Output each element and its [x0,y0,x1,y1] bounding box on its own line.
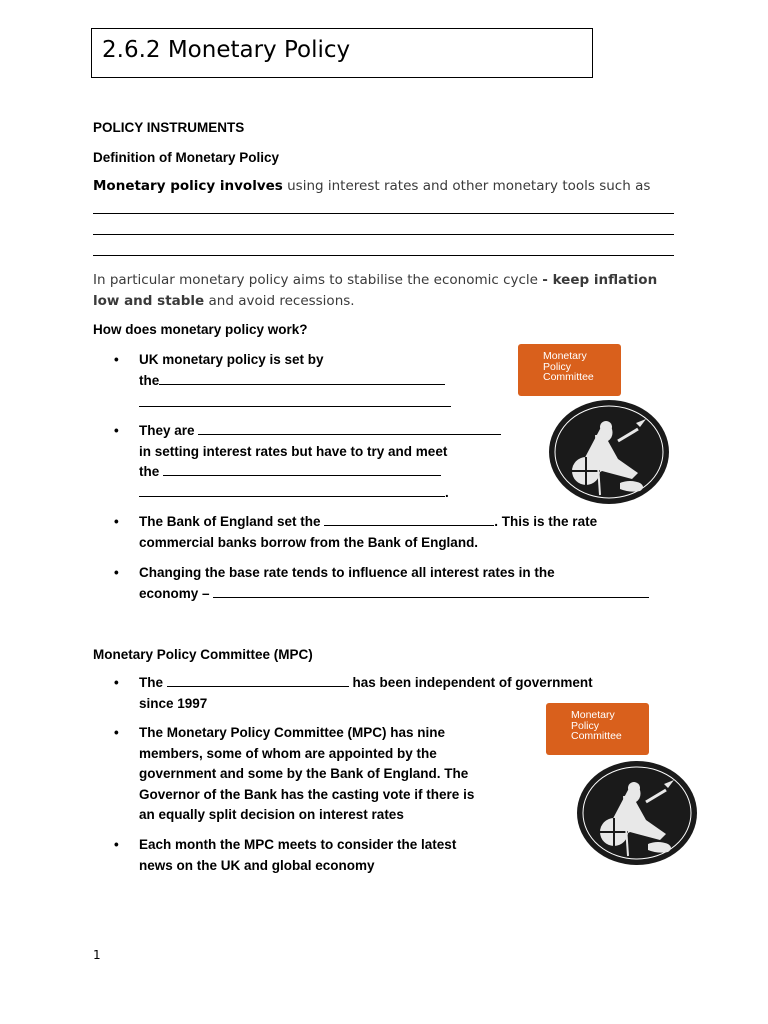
bullet-5-line1a: The [139,675,164,690]
mpc-heading: Monetary Policy Committee (MPC) [93,647,313,662]
bullet-4-line2: economy – [139,585,210,601]
blank-5a [167,674,349,687]
mpc-logo-2-line3: Committee [571,730,622,742]
blank-2c [139,484,445,497]
mpc-logo-2 [546,703,649,755]
bullet-7-line1: Each month the MPC meets to consider the latest [139,837,457,852]
mpc-logo-1-line2: Policy [543,360,572,373]
bullet-3-text [139,512,597,553]
bullet-3-line1a: The Bank of England set the [139,514,321,529]
bullet-6: • [114,725,119,740]
bullet-6-text [139,723,474,826]
bullet-1-text [139,350,445,391]
bullet-3-line2: commercial banks borrow from the Bank of England. [139,534,479,550]
blank-3a [324,513,494,526]
bullet-1: • [114,352,119,367]
bank-of-england-seal-2 [576,760,698,866]
bullet-3: • [114,514,119,529]
bullet-2: • [114,423,119,438]
bullet-2-period: . [445,484,449,500]
aim-text [93,270,683,312]
bank-of-england-seal-1 [548,399,670,505]
blank-1a [159,372,445,385]
bullet-2-line3: the [139,464,160,479]
bullet-2-line1: They are [139,423,195,438]
bullet-6-line4: Governor of the Bank has the casting vote if there is [139,786,475,802]
bullet-4-line1: Changing the base rate tends to influence all interest rates in the [139,565,555,580]
definition-heading: Definition of Monetary Policy [93,150,280,165]
how-heading: How does monetary policy work? [93,322,308,337]
aim-part2: and avoid recessions. [204,293,355,309]
bullet-5: • [114,675,119,690]
aim-part1: In particular monetary policy aims to stabilise the economic cycle [93,272,543,288]
bullet-1-line1: UK monetary policy is set by [139,352,324,367]
blank-1b [139,406,451,407]
answer-line-3 [93,255,674,256]
bullet-4-text [139,563,649,604]
mpc-logo-2-line2: Policy [571,719,600,732]
definition-text [93,178,650,194]
bullet-7-line2: news on the UK and global economy [139,857,375,873]
answer-line-2 [93,234,674,235]
bullet-6-line1: The Monetary Policy Committee (MPC) has nine [139,725,446,740]
definition-rest: using interest rates and other monetary tools such as [282,178,651,194]
bullet-3-line1b: . This is the rate [494,514,598,529]
title-box [91,28,593,78]
page-title: 2.6.2 Monetary Policy [102,37,351,63]
bullet-1-line2: the [139,372,160,388]
bullet-4: • [114,565,119,580]
mpc-logo-1 [518,344,621,396]
bullet-5-line2: since 1997 [139,695,208,711]
definition-bold: Monetary policy involves [93,178,283,194]
bullet-7: • [114,837,119,852]
blank-2b [163,463,441,476]
bullet-6-line5: an equally split decision on interest rates [139,807,404,822]
bullet-6-line2: members, some of whom are appointed by the [139,745,437,761]
section-heading-policy-instruments: POLICY INSTRUMENTS [93,120,245,135]
mpc-logo-1-line3: Committee [543,371,594,383]
blank-2a [198,422,501,435]
mpc-logo-1-line1: Monetary [543,350,587,362]
answer-line-1 [93,213,674,214]
bullet-5-line1b: has been independent of government [352,675,593,690]
bullet-5-text [139,673,593,714]
bullet-7-text [139,835,456,876]
blank-4a [213,585,649,598]
bullet-6-line3: government and some by the Bank of England. The [139,766,469,781]
bullet-2-text [139,421,501,503]
page-number: 1 [93,948,101,962]
mpc-logo-2-line1: Monetary [571,709,615,721]
bullet-2-line2: in setting interest rates but have to try and meet [139,443,448,459]
aim-bold: - keep inflation low and stable [93,272,658,309]
